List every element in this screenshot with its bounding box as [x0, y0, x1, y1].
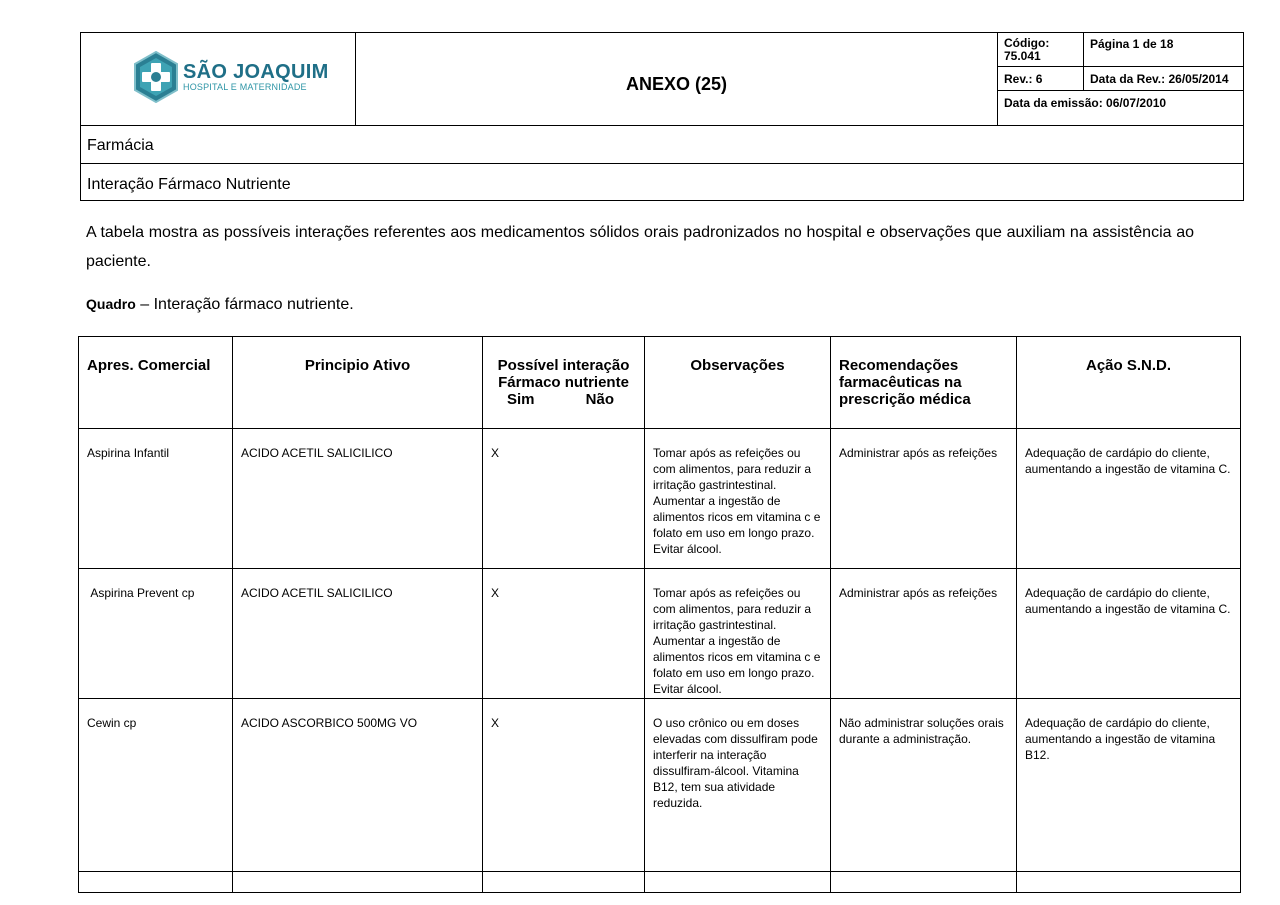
- table-row: [79, 699, 1241, 872]
- cell-interaction: X: [483, 699, 645, 872]
- header-interaction-line1: Possível interação: [497, 357, 630, 374]
- empty-cell: [831, 872, 1017, 893]
- cell-commercial: Cewin cp: [79, 699, 233, 872]
- logo-name: SÃO JOAQUIM: [183, 61, 329, 83]
- revision-date: Data da Rev.: 26/05/2014: [1084, 67, 1244, 91]
- sim-nao-labels: [491, 391, 636, 408]
- cell-active: ACIDO ASCORBICO 500MG VO: [233, 699, 483, 872]
- table-row: [79, 569, 1241, 699]
- cell-commercial: Aspirina Infantil: [79, 429, 233, 569]
- logo-subtitle: HOSPITAL E MATERNIDADE: [183, 82, 307, 92]
- empty-cell: [645, 872, 831, 893]
- cell-recommendations: Não administrar soluções orais durante a administração.: [831, 699, 1017, 872]
- cell-active: ACIDO ACETIL SALICILICO: [233, 569, 483, 699]
- empty-cell: [1017, 872, 1241, 893]
- header-recommendations: Recomendações farmacêuticas na prescrição médica: [831, 337, 1017, 429]
- logo-cell: [81, 33, 356, 125]
- header-sim: Sim: [507, 391, 535, 408]
- intro-paragraph: A tabela mostra as possíveis interações referentes aos medicamentos sólidos orais padronizados no hospital e observações que auxiliam na assistência ao paciente.: [86, 224, 1194, 270]
- cell-action: Adequação de cardápio do cliente, aumentando a ingestão de vitamina C.: [1017, 429, 1241, 569]
- cell-commercial-text: Aspirina Prevent cp: [90, 586, 195, 600]
- cell-recommendations: Administrar após as refeições: [831, 569, 1017, 699]
- cell-commercial: [79, 569, 233, 699]
- hospital-cross-icon: [133, 51, 179, 103]
- emission-date: Data da emissão: 06/07/2010: [1004, 96, 1167, 110]
- hospital-logo: [133, 51, 329, 103]
- header-active: Principio Ativo: [233, 337, 483, 429]
- header-interaction: [483, 337, 645, 429]
- header-action: Ação S.N.D.: [1017, 337, 1241, 429]
- department: Farmácia: [81, 125, 1243, 163]
- header-interaction-line2: Fármaco nutriente: [498, 374, 629, 391]
- cell-recommendations: Administrar após as refeições: [831, 429, 1017, 569]
- revision: Rev.: 6: [998, 67, 1084, 91]
- table-caption: [86, 296, 354, 314]
- document-title: ANEXO (25): [625, 73, 728, 94]
- header-observations: Observações: [645, 337, 831, 429]
- header-commercial: Apres. Comercial: [79, 337, 233, 429]
- code-cell: [998, 33, 1084, 67]
- cell-action: Adequação de cardápio do cliente, aumentando a ingestão de vitamina B12.: [1017, 699, 1241, 872]
- subject: Interação Fármaco Nutriente: [81, 163, 1243, 201]
- title-cell: [356, 33, 998, 125]
- interaction-table: [78, 336, 1241, 893]
- cell-interaction: X: [483, 429, 645, 569]
- page-number: Página 1 de 18: [1084, 33, 1244, 67]
- table-row: [79, 429, 1241, 569]
- empty-cell: [79, 872, 233, 893]
- cell-observations: Tomar após as refeições ou com alimentos, para reduzir a irritação gastrintestinal. Aumentar a ingestão de alimentos ricos em vitamina c e folato em uso em longo prazo. Evitar álcool.: [645, 429, 831, 569]
- caption-label: Quadro: [86, 296, 136, 312]
- cell-observations: O uso crônico ou em doses elevadas com dissulfiram pode interferir na interação dissulfiram-álcool. Vitamina B12, tem sua atividade reduzida.: [645, 699, 831, 872]
- empty-cell: [483, 872, 645, 893]
- cell-observations: Tomar após as refeições ou com alimentos, para reduzir a irritação gastrintestinal. Aumentar a ingestão de alimentos ricos em vitamina c e folato em uso em longo prazo. Evitar álcool.: [645, 569, 831, 699]
- caption-text: Interação fármaco nutriente.: [153, 296, 354, 313]
- empty-cell: [233, 872, 483, 893]
- caption-dash: –: [140, 296, 150, 313]
- cell-action: Adequação de cardápio do cliente, aumentando a ingestão de vitamina C.: [1017, 569, 1241, 699]
- cell-interaction: X: [483, 569, 645, 699]
- cell-active: ACIDO ACETIL SALICILICO: [233, 429, 483, 569]
- header-nao: Não: [585, 391, 614, 408]
- table-row-empty: [79, 872, 1241, 893]
- code-value: 75.041: [1004, 49, 1041, 63]
- document-meta: [998, 33, 1244, 125]
- document-header: [80, 32, 1244, 201]
- code-label: Código:: [1004, 36, 1050, 50]
- table-header-row: [79, 337, 1241, 429]
